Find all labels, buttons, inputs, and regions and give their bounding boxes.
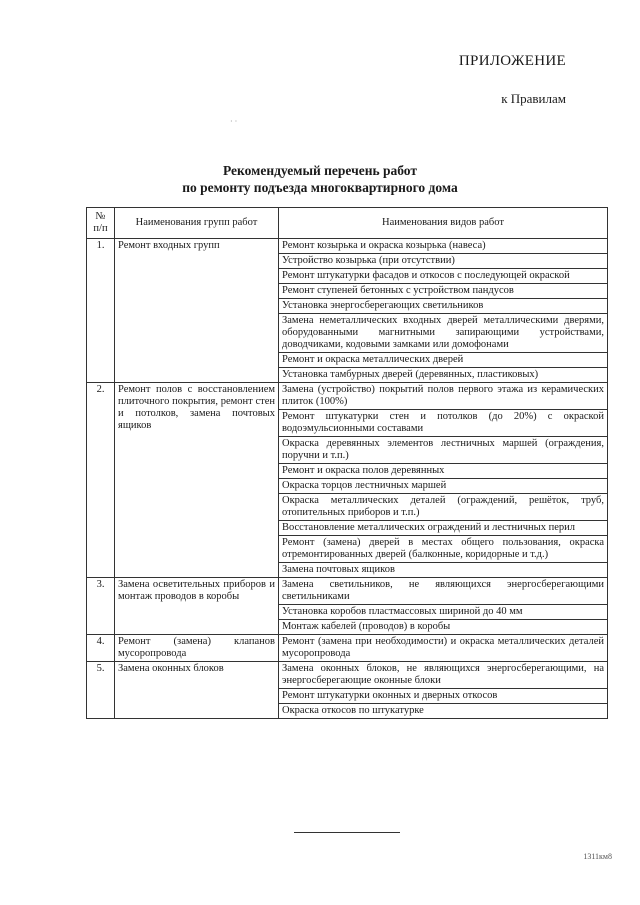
work-item: Ремонт (замена при необходимости) и окраска металлических деталей мусоропровода (279, 635, 608, 662)
work-item: Окраска деревянных элементов лестничных маршей (ограждения, поручни и т.п.) (279, 437, 608, 464)
scan-artifact: · · (230, 117, 238, 126)
work-item: Замена неметаллических входных дверей металлическими дверями, оборудованными магнитными запирающими устройствами, доводчиками, кодовыми замками или домофонами (279, 314, 608, 353)
work-item: Ремонт козырька и окраска козырька (навеса) (279, 239, 608, 254)
row-number: 1. (87, 239, 115, 383)
table-row (87, 635, 608, 662)
row-number: 2. (87, 383, 115, 578)
work-item: Окраска металлических деталей (ограждений, решёток, труб, отопительных приборов и т.п.) (279, 494, 608, 521)
work-item: Восстановление металлических ограждений и лестничных перил (279, 521, 608, 536)
work-group-name: Ремонт полов с восстановлением плиточного покрытия, ремонт стен и потолков, замена почтовых ящиков (115, 383, 279, 578)
row-number: 5. (87, 662, 115, 719)
work-item: Устройство козырька (при отсутствии) (279, 254, 608, 269)
row-number: 4. (87, 635, 115, 662)
work-item: Монтаж кабелей (проводов) в коробы (279, 620, 608, 635)
work-item: Установка энергосберегающих светильников (279, 299, 608, 314)
table-body (87, 239, 608, 719)
header-group: Наименования групп работ (115, 208, 279, 239)
work-item: Ремонт и окраска полов деревянных (279, 464, 608, 479)
document-title (0, 162, 640, 196)
works-table (86, 207, 608, 719)
work-item: Замена светильников, не являющихся энергосберегающими светильниками (279, 578, 608, 605)
appendix-subheading: к Правилам (501, 91, 566, 106)
table-row (87, 578, 608, 605)
work-item: Окраска торцов лестничных маршей (279, 479, 608, 494)
work-item: Установка тамбурных дверей (деревянных, пластиковых) (279, 368, 608, 383)
work-item: Ремонт штукатурки стен и потолков (до 20%) с окраской водоэмульсионными составами (279, 410, 608, 437)
table-row (87, 662, 608, 689)
title-line-1: Рекомендуемый перечень работ (222, 163, 418, 178)
work-item: Замена почтовых ящиков (279, 563, 608, 578)
work-item: Установка коробов пластмассовых шириной до 40 мм (279, 605, 608, 620)
work-item: Ремонт ступеней бетонных с устройством пандусов (279, 284, 608, 299)
work-group-name: Ремонт (замена) клапанов мусоропровода (115, 635, 279, 662)
table-header-row (87, 208, 608, 239)
header-work: Наименования видов работ (279, 208, 608, 239)
work-item: Ремонт и окраска металлических дверей (279, 353, 608, 368)
work-group-name: Замена оконных блоков (115, 662, 279, 719)
work-group-name: Замена осветительных приборов и монтаж проводов в коробы (115, 578, 279, 635)
page-stamp: 1311км8 (583, 852, 612, 861)
row-number: 3. (87, 578, 115, 635)
work-item: Ремонт (замена) дверей в местах общего пользования, окраска отремонтированных дверей (балконные, коридорные и т.д.) (279, 536, 608, 563)
title-line-2: по ремонту подъезда многоквартирного дома (182, 180, 458, 195)
work-item: Ремонт штукатурки оконных и дверных откосов (279, 689, 608, 704)
footer-divider (294, 832, 400, 833)
appendix-heading: ПРИЛОЖЕНИЕ (458, 53, 566, 69)
work-group-name: Ремонт входных групп (115, 239, 279, 383)
table-row (87, 239, 608, 254)
work-item: Замена оконных блоков, не являющихся энергосберегающими, на энергосберегающие оконные блоки (279, 662, 608, 689)
table-row (87, 383, 608, 410)
header-num: № п/п (87, 208, 115, 239)
work-item: Замена (устройство) покрытий полов первого этажа из керамических плиток (100%) (279, 383, 608, 410)
work-item: Окраска откосов по штукатурке (279, 704, 608, 719)
work-item: Ремонт штукатурки фасадов и откосов с последующей окраской (279, 269, 608, 284)
